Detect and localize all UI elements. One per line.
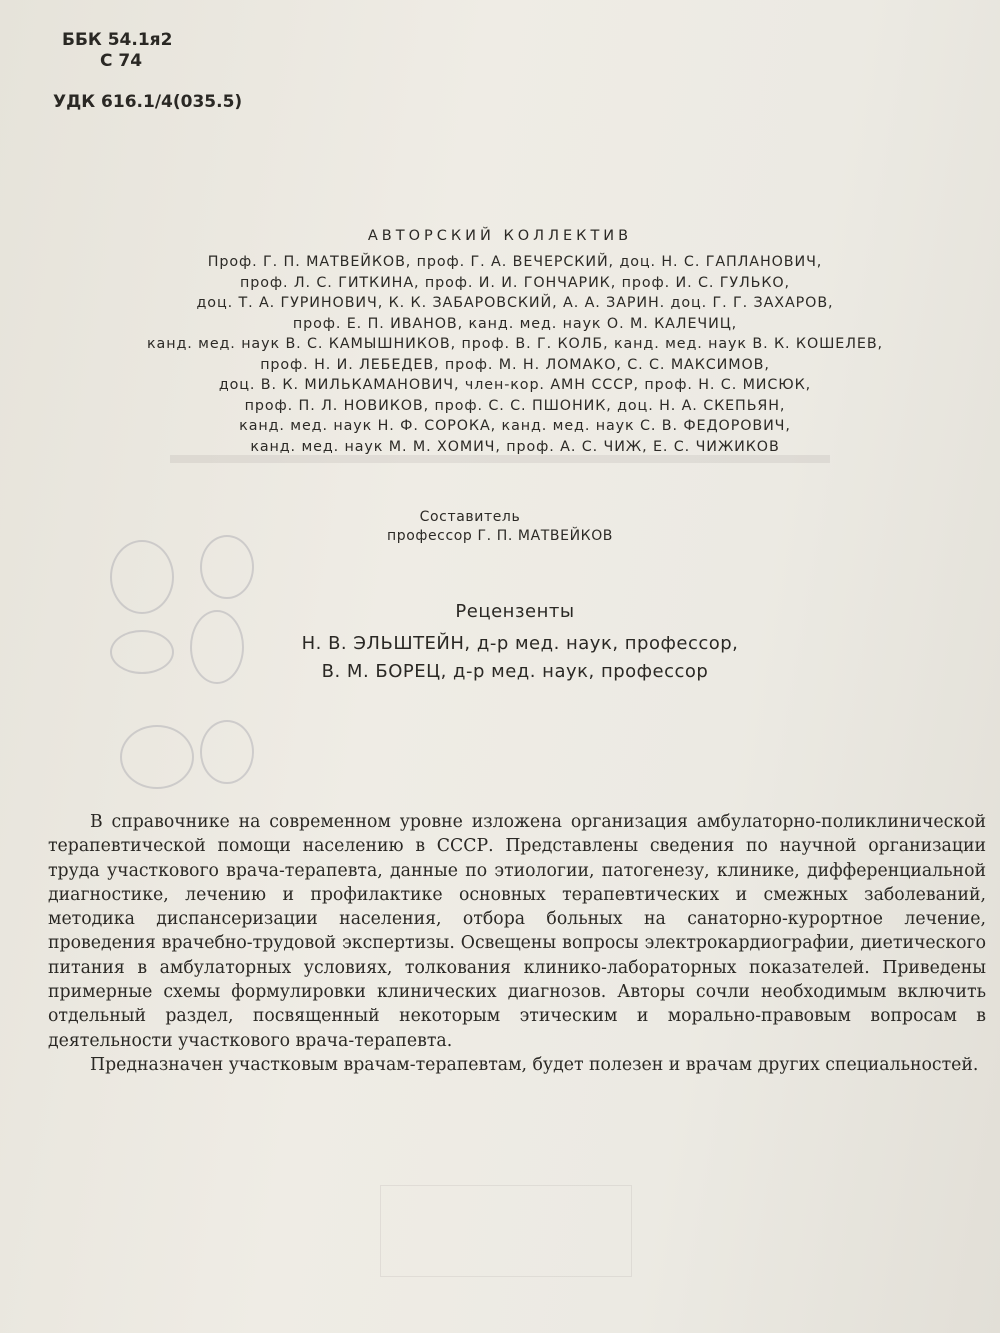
collective-title: АВТОРСКИЙ КОЛЛЕКТИВ: [367, 228, 633, 244]
udk-code: УДК 616.1/4(035.5): [53, 92, 243, 112]
reviewers-title: Рецензенты: [455, 601, 575, 622]
authors-line: канд. мед. наук М. М. ХОМИЧ, проф. А. С. ЧИЖ, Е. С. ЧИЖИКОВ: [250, 438, 780, 455]
catalog-code: С 74: [100, 51, 143, 71]
pencil-mark: [200, 720, 254, 784]
reviewer-entry: В. М. БОРЕЦ, д-р мед. наук, профессор: [321, 661, 709, 682]
authors-line: проф. Н. И. ЛЕБЕДЕВ, проф. М. Н. ЛОМАКО, С. С. МАКСИМОВ,: [260, 356, 770, 373]
bbk-code: ББК 54.1я2: [62, 30, 173, 50]
reviewer-entry: Н. В. ЭЛЬШТЕЙН, д-р мед. наук, профессор,: [301, 633, 739, 654]
compiler-role: Составитель: [419, 509, 521, 525]
bleed-through-stamp: [380, 1185, 632, 1277]
authors-line: доц. Т. А. ГУРИНОВИЧ, К. К. ЗАБАРОВСКИЙ, А. А. ЗАРИН. доц. Г. Г. ЗАХАРОВ,: [196, 295, 834, 311]
reviewers-block: [0, 601, 1000, 686]
authors-list: [60, 252, 970, 457]
compiler-name: профессор Г. П. МАТВЕЙКОВ: [386, 528, 614, 544]
authors-line: проф. Е. П. ИВАНОВ, канд. мед. наук О. М. КАЛЕЧИЦ,: [292, 315, 738, 332]
authors-line: проф. П. Л. НОВИКОВ, проф. С. С. ПШОНИК, доц. Н. А. СКЕПЬЯН,: [244, 397, 786, 414]
authors-line: проф. Л. С. ГИТКИНА, проф. И. И. ГОНЧАРИК, проф. И. С. ГУЛЬКО,: [240, 274, 790, 291]
compiler-block: [0, 508, 1000, 546]
abstract-paragraph: В справочнике на современном уровне изложена организация амбулаторно-поликлинической терапевтической помощи населению в СССР. Представлены сведения по научной организации труда участкового врача-терапевта, данные по этиологии, патогенезу, клинике, дифференциальной диагностике, лечению и профилактике основных терапевтических и смежных заболеваний, методика диспансеризации населения, отбора больных на санаторно-курортное лечение, проведения врачебно-трудовой экспертизы. Освещены вопросы электрокардиографии, диетического питания в амбулаторных условиях, толкования клинико-лабораторных показателей. Приведены примерные схемы формулировки клинических диагнозов. Авторы сочли необходимым включить отдельный раздел, посвященный некоторым этическим и морально-правовым вопросам в деятельности участкового врача-терапевта.: [48, 812, 986, 1051]
authors-line: канд. мед. наук Н. Ф. СОРОКА, канд. мед. наук С. В. ФЕДОРОВИЧ,: [239, 418, 791, 434]
authors-line: канд. мед. наук В. С. КАМЫШНИКОВ, проф. В. Г. КОЛБ, канд. мед. наук В. К. КОШЕЛЕВ,: [147, 336, 883, 352]
authors-line: доц. В. К. МИЛЬКАМАНОВИЧ, член-кор. АМН СССР, проф. Н. С. МИСЮК,: [218, 377, 812, 393]
abstract-paragraph: Предназначен участковым врачам-терапевтам, будет полезен и врачам других специальностей.: [90, 1054, 979, 1075]
pencil-mark: [120, 725, 194, 789]
abstract: [48, 810, 986, 1077]
authors-line: Проф. Г. П. МАТВЕЙКОВ, проф. Г. А. ВЕЧЕРСКИЙ, доц. Н. С. ГАПЛАНОВИЧ,: [207, 254, 823, 270]
